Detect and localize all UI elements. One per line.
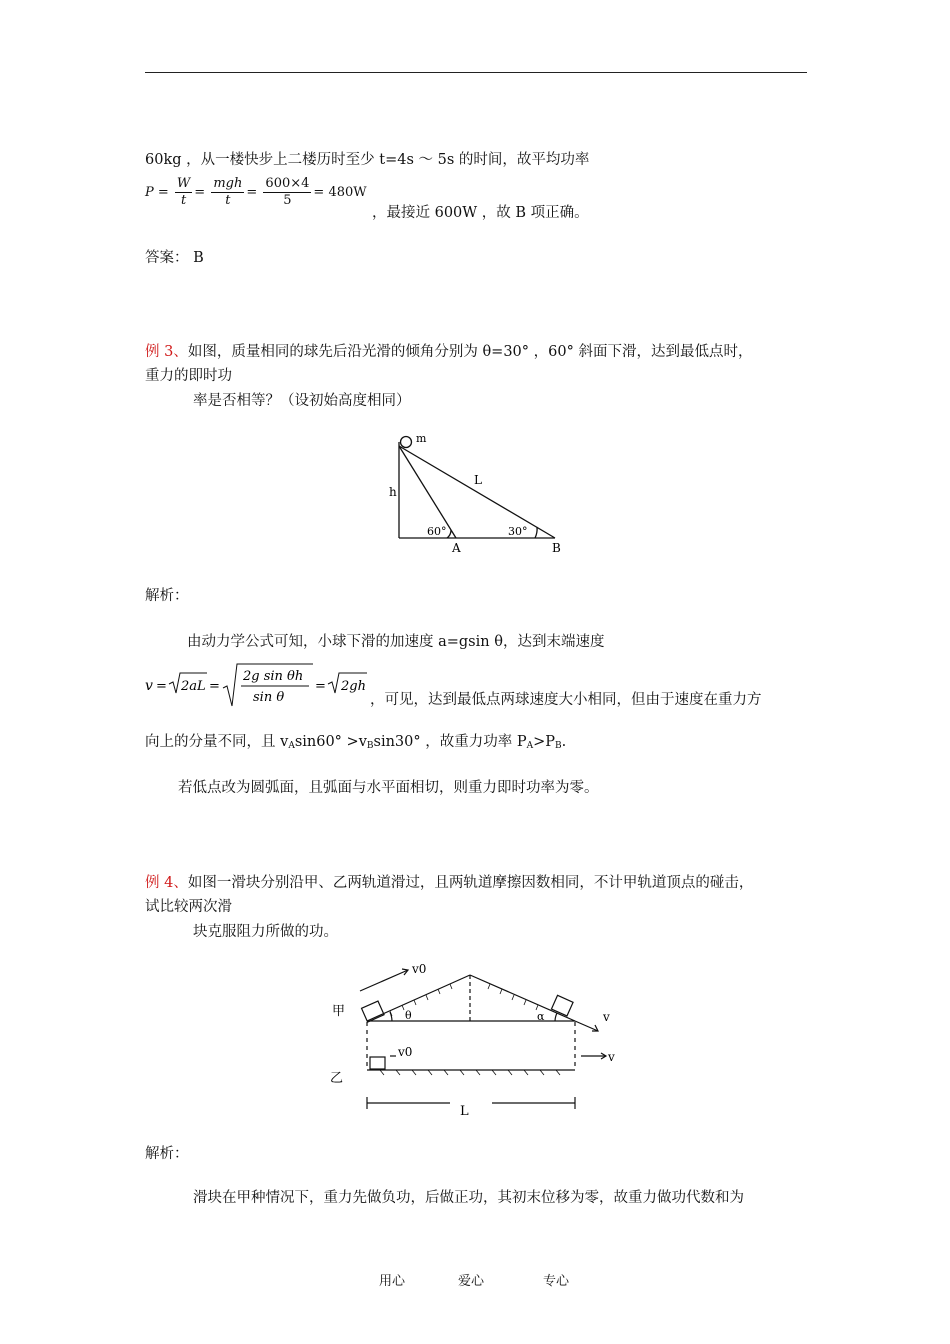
header-rule (145, 72, 807, 73)
svg-text:θ: θ (405, 1009, 412, 1022)
text-line: 块克服阻力所做的功。 (193, 924, 338, 940)
text-line: 率是否相等？（设初始高度相同） (193, 393, 411, 409)
analysis-label: 解析： (145, 588, 189, 604)
point-a-label: A (452, 541, 461, 555)
svg-text:=: = (315, 679, 326, 694)
analysis-label: 解析： (145, 1146, 189, 1162)
svg-text:L: L (460, 1104, 469, 1119)
svg-text:v: v (145, 678, 153, 694)
mass-label: m (416, 432, 427, 445)
velocity-formula (145, 660, 375, 708)
track-jia-label: 甲 (332, 1004, 346, 1019)
svg-text:v0: v0 (398, 1045, 413, 1059)
example-label: 例 4、 (145, 875, 188, 891)
power-formula: P = $\frac{W}{t}$ = $\frac{\text{mgh}}{t}$ = $\frac{600\times 4}{5}$ = 480W (145, 176, 367, 208)
example-3-heading: 例 3、如图，质量相同的球先后沿光滑的倾角分别为 θ=30° ，60° 斜面下滑，达到最低点时， (145, 344, 753, 360)
svg-text:sin θ: sin θ (253, 690, 285, 705)
footer-text-3: 专心 (543, 1274, 570, 1289)
svg-text:2gh: 2gh (341, 679, 366, 694)
svg-text:α: α (537, 1010, 545, 1023)
text-line: 重力的即时功 (145, 368, 232, 384)
svg-text:v: v (603, 1010, 610, 1024)
answer-line: 答案： B (145, 250, 204, 266)
text-line: 滑块在甲种情况下，重力先做负功，后做正功，其初末位移为零，故重力做功代数和为 (193, 1190, 744, 1206)
text-line: 60kg ，从一楼快步上二楼历时至少 t=4s ～ 5s 的时间，故平均功率 (145, 152, 590, 168)
svg-text:v: v (608, 1050, 615, 1064)
text-line: 试比较两次滑 (145, 899, 232, 915)
ball-icon (401, 437, 412, 448)
track-yi-label: 乙 (330, 1071, 344, 1086)
track-figure (330, 958, 620, 1123)
example-label: 例 3、 (145, 344, 188, 360)
text-line: 若低点改为圆弧面，且弧面与水平面相切，则重力即时功率为零。 (178, 780, 599, 796)
angle-60-label: 60° (427, 525, 447, 538)
text-line: 由动力学公式可知，小球下滑的加速度 a=gsin θ，达到末端速度 (187, 634, 605, 650)
angle-30-label: 30° (508, 525, 528, 538)
point-b-label: B (552, 541, 561, 555)
example-4-heading: 例 4、如图一滑块分别沿甲、乙两轨道滑过，且两轨道摩擦因数相同，不计甲轨道顶点的碰击， (145, 875, 754, 891)
length-label: L (474, 473, 482, 487)
footer-text-1: 用心 (379, 1274, 406, 1289)
svg-text:2g sin θh: 2g sin θh (243, 669, 304, 684)
text-line: ，可见，达到最低点两球速度大小相同，但由于速度在重力方 (370, 692, 762, 708)
svg-text:v0: v0 (412, 962, 427, 976)
svg-text:=: = (156, 679, 167, 694)
svg-text:2aL: 2aL (181, 679, 206, 694)
text-line: ，最接近 600W ，故 B 项正确。 (372, 205, 589, 221)
incline-figure (385, 428, 585, 558)
footer-text-2: 爱心 (458, 1274, 485, 1289)
svg-text:=: = (209, 679, 220, 694)
height-label: h (389, 485, 397, 499)
text-line: 向上的分量不同，且 $v_A\sin 60^\circ >v_B\sin 30^\circ$ ，故重力功率 $P_A>P_B$. (145, 734, 567, 751)
